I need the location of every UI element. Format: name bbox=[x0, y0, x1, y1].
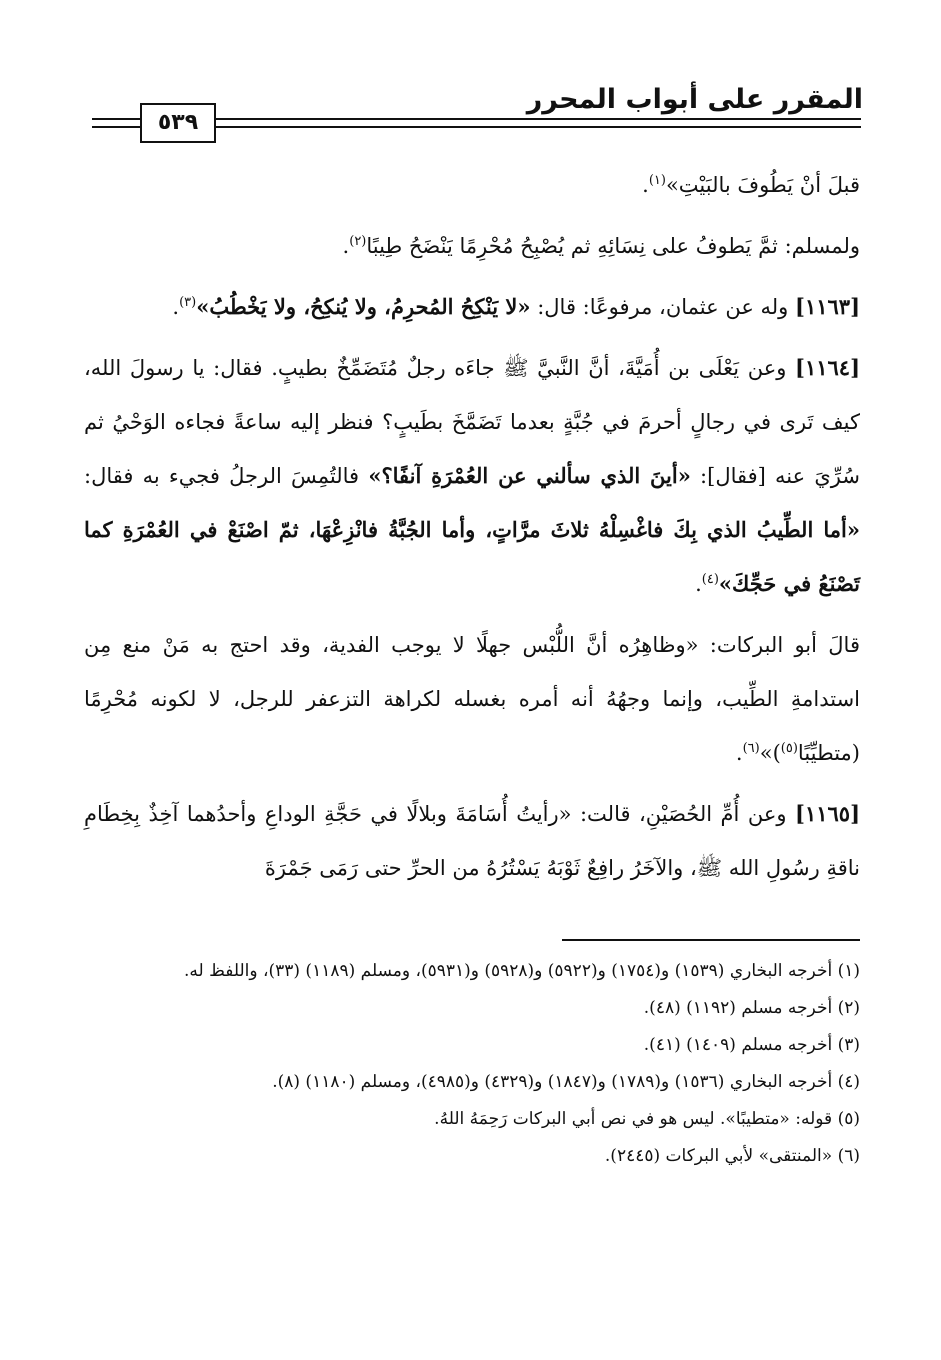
main-text bbox=[84, 158, 860, 902]
footnote-separator bbox=[562, 939, 860, 941]
hadith-number: [١١٦٤] bbox=[795, 355, 860, 380]
hadith-number: [١١٦٣] bbox=[795, 294, 860, 319]
paragraph-tail: . bbox=[172, 295, 180, 319]
paragraph bbox=[84, 787, 860, 895]
footnote: (٣) أخرجه مسلم (١٤٠٩) (٤١). bbox=[643, 1035, 860, 1055]
footnote-ref: (٣) bbox=[179, 295, 197, 310]
footnotes bbox=[84, 955, 860, 1177]
footnote-ref: (٤) bbox=[701, 572, 719, 587]
paragraph-text: قبلَ أنْ يَطُوفَ بالبَيْتِ» bbox=[665, 173, 860, 197]
footnote: (٤) أخرجه البخاري (١٥٣٦) و(١٧٨٩) و(١٨٤٧) و(٤٣٢٩) و(٤٩٨٥)، ومسلم (١١٨٠) (٨). bbox=[272, 1072, 860, 1092]
hadith-quote: «أينَ الذي سألني عن العُمْرَةِ آنفًا؟» bbox=[368, 463, 691, 488]
paragraph-text: فالتُمِسَ الرجلُ فجيء به فقال: bbox=[84, 464, 369, 488]
paragraph-text: قالَ أبو البركات: «وظاهِرُه أنَّ اللُّبْس جهلًا لا يوجب الفدية، وقد احتج به مَنْ منع مِن استدامةِ الطِّيب، وإنما وجهُهُ أنه أمره بغسله لكراهة التزعفر للرجل، لا لكونه مُحْرِمًا (متطيِّبًا bbox=[84, 633, 860, 765]
paragraph-text: وعن يَعْلَى بن أُمَيَّةَ، أنَّ النَّبيَّ ﷺ جاءَه رجلٌ مُتَضَمِّخٌ بطيبٍ. فقال: يا رسولَ الله، كيف تَرى في رجالٍ أحرمَ في جُبَّةٍ بعدما تَضَمَّخَ بطَيبٍ؟ فنظر إليه ساعةً فجاءه الوَحْيُ ثم سُرِّيَ عنه [فقال]: bbox=[84, 356, 860, 488]
paragraph bbox=[84, 219, 860, 273]
footnote-ref: (١) bbox=[648, 173, 666, 188]
running-header-title: المقرر على أبواب المحرر bbox=[526, 84, 863, 115]
paragraph-tail: . bbox=[735, 741, 743, 765]
footnote-ref: (٢) bbox=[349, 234, 367, 249]
footnote-ref: (٦) bbox=[742, 741, 760, 756]
hadith-quote: «أما الطِّيبُ الذي بِكَ فاغْسِلْهُ ثلاثَ مرَّاتٍ، وأما الجُبَّةُ فانْزِعْهَا، ثمّ اصْنَعْ في العُمْرَةِ كما تَصْنَعُ في حَجِّكَ» bbox=[84, 517, 860, 596]
hadith-number: [١١٦٥] bbox=[795, 801, 860, 826]
header-rule-top bbox=[216, 118, 861, 120]
header-rule-bottom bbox=[216, 126, 861, 128]
paragraph bbox=[84, 280, 860, 334]
footnote: (٥) قوله: «متطيبًا». ليس هو في نص أبي البركات رَحِمَهُ اللهُ. bbox=[434, 1109, 860, 1129]
paragraph-text: وله عن عثمان، مرفوعًا: قال: bbox=[530, 295, 795, 319]
page-number: ٥٣٩ bbox=[140, 103, 216, 143]
footnote: (٦) «المنتقى» لأبي البركات (٢٤٤٥). bbox=[604, 1146, 860, 1166]
paragraph-tail: . bbox=[342, 234, 350, 258]
paragraph-text: وعن أُمِّ الحُصَيْنِ، قالت: «رأيتُ أُسَامَةَ وبلالًا في حَجَّةِ الوداعِ وأحدُهما آخِذٌ بِخِطَامِ ناقةِ رسُولِ الله ﷺ، والآخَرُ رافِعٌ ثَوْبَهُ يَسْتُرُهُ من الحرِّ حتى رَمَى جَمْرَةَ bbox=[84, 802, 860, 880]
paragraph bbox=[84, 341, 860, 611]
paragraph bbox=[84, 158, 860, 212]
hadith-quote: «لا يَنْكِحُ المُحرِمُ، ولا يُنكِحُ، ولا يَخْطُبُ» bbox=[196, 294, 531, 319]
footnote: (٢) أخرجه مسلم (١١٩٢) (٤٨). bbox=[643, 998, 860, 1018]
paragraph-text: )» bbox=[759, 741, 781, 765]
header-rule-bottom bbox=[92, 126, 140, 128]
header-rule-top bbox=[92, 118, 140, 120]
paragraph bbox=[84, 618, 860, 780]
paragraph-text: ولمسلم: ثمَّ يَطوفُ على نِسَائِهِ ثم يُصْبِحُ مُحْرِمًا يَنْضَحُ طِيبًا bbox=[366, 234, 860, 258]
footnote: (١) أخرجه البخاري (١٥٣٩) و(١٧٥٤) و(٥٩٢٢) و(٥٩٢٨) و(٥٩٣١)، ومسلم (١١٨٩) (٣٣)، واللفظ له. bbox=[184, 961, 860, 981]
paragraph-tail: . bbox=[695, 572, 702, 596]
paragraph-tail: . bbox=[642, 173, 649, 197]
footnote-ref: (٥) bbox=[780, 741, 798, 756]
